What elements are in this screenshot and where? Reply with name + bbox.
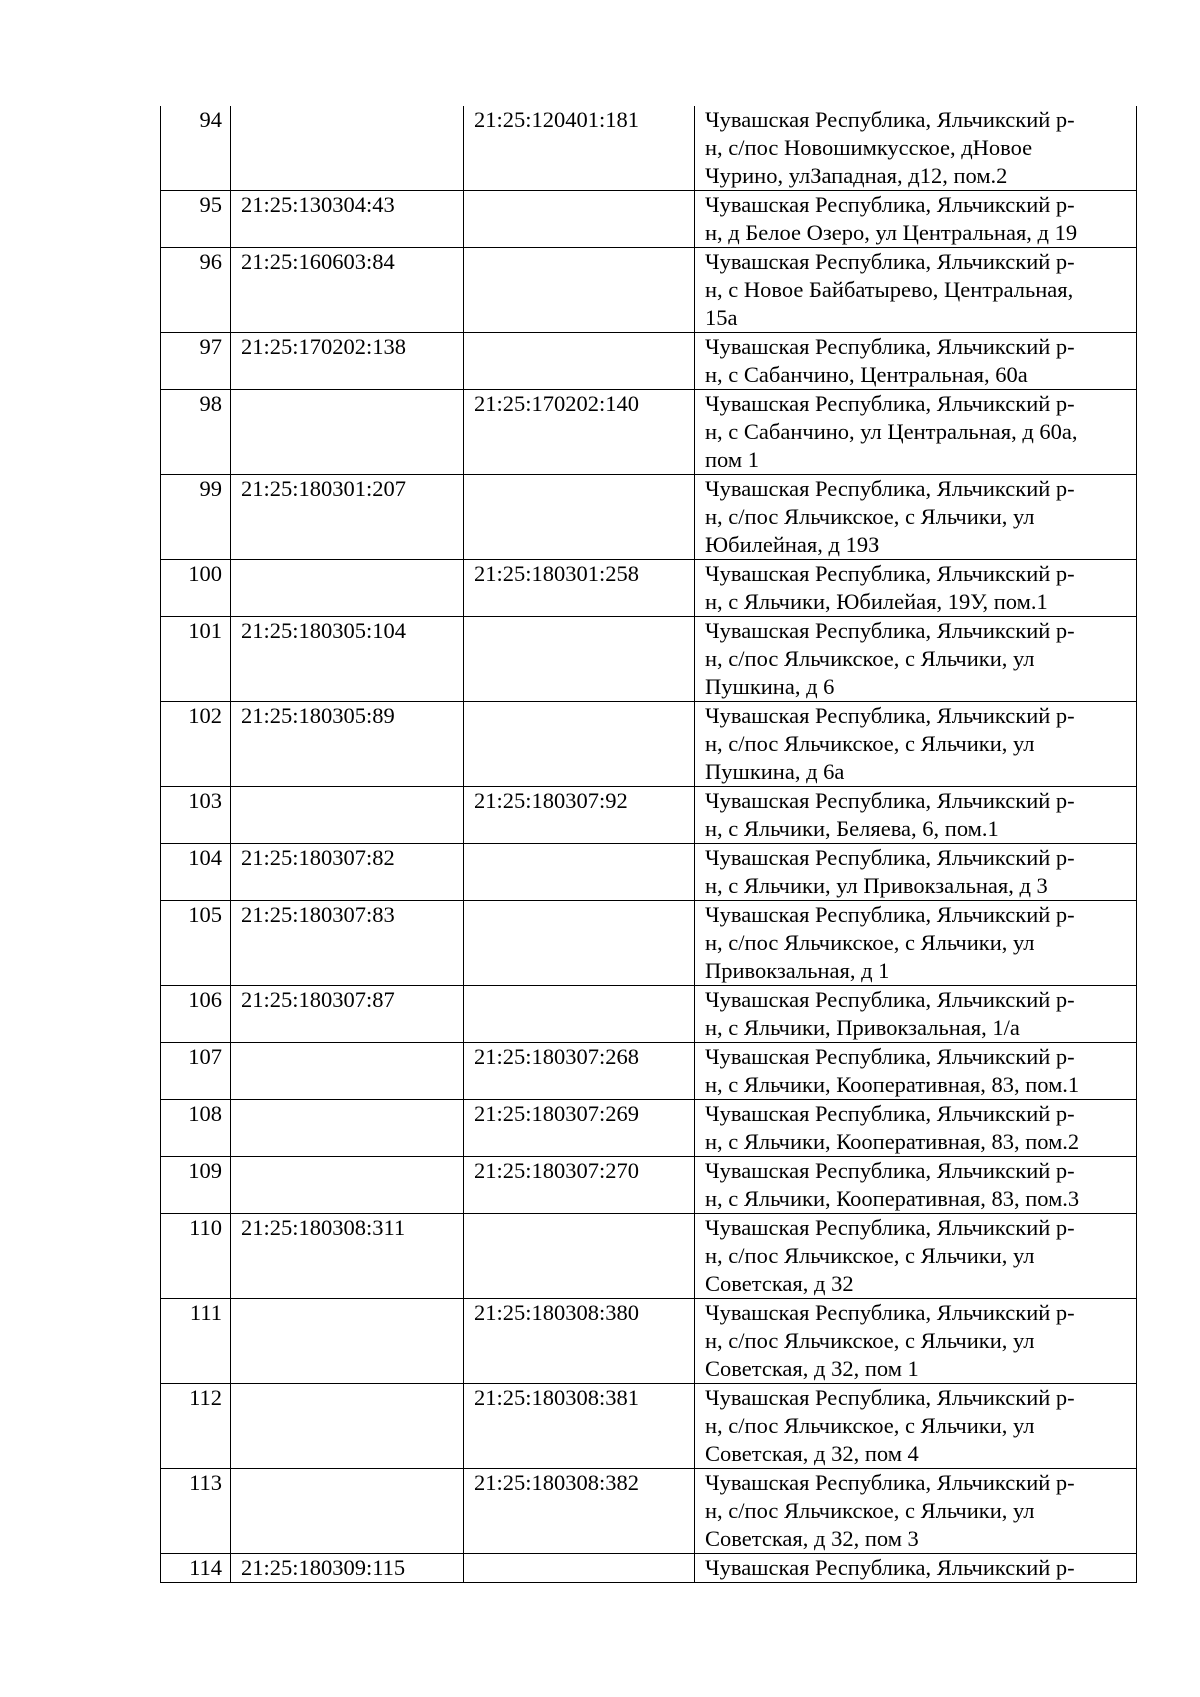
premises-cadastral-number-cell: 21:25:180301:258 (464, 560, 695, 617)
address-line: н, с/пос Яльчикское, с Яльчики, ул (705, 1243, 1035, 1268)
address-line: Чувашская Республика, Яльчикский р- (705, 1300, 1075, 1325)
address-line: н, с Яльчики, Юбилейая, 19У, пом.1 (705, 589, 1048, 614)
premises-cadastral-number-cell (464, 248, 695, 333)
premises-cadastral-number-cell (464, 191, 695, 248)
row-number-cell: 110 (161, 1214, 231, 1299)
table-row (161, 248, 1137, 333)
land-cadastral-number-cell (231, 1043, 464, 1100)
address-cell (695, 1554, 1137, 1583)
premises-cadastral-number-cell (464, 844, 695, 901)
row-number-cell: 97 (161, 333, 231, 390)
land-cadastral-number-cell: 21:25:180307:87 (231, 986, 464, 1043)
table-row (161, 1299, 1137, 1384)
address-line: н, с Яльчики, Кооперативная, 83, пом.2 (705, 1129, 1080, 1154)
premises-cadastral-number-cell: 21:25:180308:381 (464, 1384, 695, 1469)
land-cadastral-number-cell: 21:25:180307:82 (231, 844, 464, 901)
table-row (161, 1554, 1137, 1583)
table-row (161, 787, 1137, 844)
row-number-cell: 113 (161, 1469, 231, 1554)
row-number-cell: 95 (161, 191, 231, 248)
land-cadastral-number-cell (231, 1299, 464, 1384)
premises-cadastral-number-cell (464, 1214, 695, 1299)
address-line: Чувашская Республика, Яльчикский р- (705, 845, 1075, 870)
address-line: н, с/пос Яльчикское, с Яльчики, ул (705, 504, 1035, 529)
address-line: н, д Белое Озеро, ул Центральная, д 19 (705, 220, 1078, 245)
address-line: Чувашская Республика, Яльчикский р- (705, 703, 1075, 728)
address-line: н, с Сабанчино, ул Центральная, д 60а, (705, 419, 1078, 444)
address-line: Чувашская Республика, Яльчикский р- (705, 107, 1075, 132)
address-line: Чувашская Республика, Яльчикский р- (705, 192, 1075, 217)
address-cell (695, 844, 1137, 901)
address-line: Чувашская Республика, Яльчикский р- (705, 987, 1075, 1012)
address-line: н, с/пос Новошимкусское, дНовое (705, 135, 1033, 160)
address-line: Чувашская Республика, Яльчикский р- (705, 561, 1075, 586)
address-line: пом 1 (705, 447, 759, 472)
address-cell (695, 560, 1137, 617)
address-line: Чувашская Республика, Яльчикский р- (705, 1101, 1075, 1126)
address-line: н, с Новое Байбатырево, Центральная, (705, 277, 1074, 302)
table-row (161, 475, 1137, 560)
row-number-cell: 109 (161, 1157, 231, 1214)
premises-cadastral-number-cell: 21:25:180307:269 (464, 1100, 695, 1157)
table-row (161, 901, 1137, 986)
address-cell (695, 390, 1137, 475)
address-cell (695, 191, 1137, 248)
row-number-cell: 101 (161, 617, 231, 702)
row-number-cell: 103 (161, 787, 231, 844)
address-cell (695, 1100, 1137, 1157)
address-line: Чувашская Республика, Яльчикский р- (705, 1215, 1075, 1240)
address-cell (695, 986, 1137, 1043)
premises-cadastral-number-cell (464, 702, 695, 787)
table-row (161, 1214, 1137, 1299)
land-cadastral-number-cell (231, 390, 464, 475)
row-number-cell: 102 (161, 702, 231, 787)
row-number-cell: 104 (161, 844, 231, 901)
address-cell (695, 1043, 1137, 1100)
address-cell (695, 1214, 1137, 1299)
land-cadastral-number-cell: 21:25:180307:83 (231, 901, 464, 986)
address-cell (695, 787, 1137, 844)
land-cadastral-number-cell (231, 787, 464, 844)
row-number-cell: 111 (161, 1299, 231, 1384)
address-line: Чувашская Республика, Яльчикский р- (705, 476, 1075, 501)
land-cadastral-number-cell (231, 1469, 464, 1554)
address-cell (695, 475, 1137, 560)
row-number-cell: 98 (161, 390, 231, 475)
land-cadastral-number-cell: 21:25:180305:104 (231, 617, 464, 702)
land-cadastral-number-cell: 21:25:180309:115 (231, 1554, 464, 1583)
property-registry-table (160, 106, 1137, 1583)
address-cell (695, 106, 1137, 191)
row-number-cell: 112 (161, 1384, 231, 1469)
table-row (161, 560, 1137, 617)
row-number-cell: 114 (161, 1554, 231, 1583)
address-line: н, с Яльчики, Кооперативная, 83, пом.1 (705, 1072, 1080, 1097)
land-cadastral-number-cell (231, 1157, 464, 1214)
premises-cadastral-number-cell (464, 475, 695, 560)
row-number-cell: 107 (161, 1043, 231, 1100)
land-cadastral-number-cell: 21:25:180305:89 (231, 702, 464, 787)
row-number-cell: 106 (161, 986, 231, 1043)
address-line: Привокзальная, д 1 (705, 958, 890, 983)
address-line: Пушкина, д 6 (705, 674, 835, 699)
row-number-cell: 96 (161, 248, 231, 333)
premises-cadastral-number-cell: 21:25:180307:270 (464, 1157, 695, 1214)
land-cadastral-number-cell (231, 1384, 464, 1469)
table-row (161, 1157, 1137, 1214)
address-cell (695, 901, 1137, 986)
address-cell (695, 702, 1137, 787)
premises-cadastral-number-cell: 21:25:120401:181 (464, 106, 695, 191)
table-row (161, 986, 1137, 1043)
premises-cadastral-number-cell: 21:25:180307:92 (464, 787, 695, 844)
land-cadastral-number-cell (231, 106, 464, 191)
row-number-cell: 100 (161, 560, 231, 617)
address-line: н, с Яльчики, Беляева, 6, пом.1 (705, 816, 999, 841)
land-cadastral-number-cell (231, 560, 464, 617)
address-line: н, с/пос Яльчикское, с Яльчики, ул (705, 731, 1035, 756)
row-number-cell: 94 (161, 106, 231, 191)
table-row (161, 1043, 1137, 1100)
table-row (161, 702, 1137, 787)
land-cadastral-number-cell: 21:25:180301:207 (231, 475, 464, 560)
address-line: Пушкина, д 6а (705, 759, 845, 784)
address-line: Чувашская Республика, Яльчикский р- (705, 1385, 1075, 1410)
premises-cadastral-number-cell: 21:25:170202:140 (464, 390, 695, 475)
address-line: Чувашская Республика, Яльчикский р- (705, 1044, 1075, 1069)
table-row (161, 1469, 1137, 1554)
premises-cadastral-number-cell (464, 1554, 695, 1583)
table-row (161, 333, 1137, 390)
premises-cadastral-number-cell: 21:25:180307:268 (464, 1043, 695, 1100)
address-line: Чувашская Республика, Яльчикский р- (705, 788, 1075, 813)
land-cadastral-number-cell: 21:25:130304:43 (231, 191, 464, 248)
address-line: Чувашская Республика, Яльчикский р- (705, 1470, 1075, 1495)
address-line: Чувашская Республика, Яльчикский р- (705, 902, 1075, 927)
address-line: н, с Яльчики, Кооперативная, 83, пом.3 (705, 1186, 1080, 1211)
table-row (161, 390, 1137, 475)
premises-cadastral-number-cell (464, 901, 695, 986)
table-row (161, 617, 1137, 702)
premises-cadastral-number-cell (464, 617, 695, 702)
address-line: Чувашская Республика, Яльчикский р- (705, 249, 1075, 274)
address-line: Чувашская Республика, Яльчикский р- (705, 1158, 1075, 1183)
address-line: Чувашская Республика, Яльчикский р- (705, 618, 1075, 643)
address-line: н, с Яльчики, ул Привокзальная, д 3 (705, 873, 1048, 898)
address-line: Советская, д 32 (705, 1271, 854, 1296)
premises-cadastral-number-cell (464, 986, 695, 1043)
address-cell (695, 248, 1137, 333)
address-line: н, с/пос Яльчикское, с Яльчики, ул (705, 1328, 1035, 1353)
table-row (161, 191, 1137, 248)
address-line: Юбилейная, д 19З (705, 532, 880, 557)
address-line: Чувашская Республика, Яльчикский р- (705, 334, 1075, 359)
address-cell (695, 617, 1137, 702)
address-cell (695, 1157, 1137, 1214)
address-line: н, с Сабанчино, Центральная, 60а (705, 362, 1028, 387)
address-cell (695, 1469, 1137, 1554)
address-line: Чурино, улЗападная, д12, пом.2 (705, 163, 1008, 188)
row-number-cell: 105 (161, 901, 231, 986)
address-line: н, с Яльчики, Привокзальная, 1/а (705, 1015, 1020, 1040)
address-line: Чувашская Республика, Яльчикский р- (705, 391, 1075, 416)
table-row (161, 844, 1137, 901)
address-line: Советская, д 32, пом 4 (705, 1441, 919, 1466)
address-cell (695, 1299, 1137, 1384)
address-line: н, с/пос Яльчикское, с Яльчики, ул (705, 646, 1035, 671)
address-line: н, с/пос Яльчикское, с Яльчики, ул (705, 1413, 1035, 1438)
address-cell (695, 333, 1137, 390)
row-number-cell: 108 (161, 1100, 231, 1157)
address-line: Чувашская Республика, Яльчикский р- (705, 1555, 1075, 1580)
address-line: Советская, д 32, пом 1 (705, 1356, 919, 1381)
table-body (161, 106, 1137, 1583)
address-cell (695, 1384, 1137, 1469)
table-row (161, 1100, 1137, 1157)
land-cadastral-number-cell: 21:25:170202:138 (231, 333, 464, 390)
land-cadastral-number-cell: 21:25:160603:84 (231, 248, 464, 333)
table-row (161, 106, 1137, 191)
address-line: н, с/пос Яльчикское, с Яльчики, ул (705, 930, 1035, 955)
premises-cadastral-number-cell: 21:25:180308:382 (464, 1469, 695, 1554)
premises-cadastral-number-cell (464, 333, 695, 390)
land-cadastral-number-cell (231, 1100, 464, 1157)
premises-cadastral-number-cell: 21:25:180308:380 (464, 1299, 695, 1384)
row-number-cell: 99 (161, 475, 231, 560)
table-row (161, 1384, 1137, 1469)
address-line: Советская, д 32, пом 3 (705, 1526, 919, 1551)
address-line: н, с/пос Яльчикское, с Яльчики, ул (705, 1498, 1035, 1523)
land-cadastral-number-cell: 21:25:180308:311 (231, 1214, 464, 1299)
address-line: 15а (705, 305, 738, 330)
